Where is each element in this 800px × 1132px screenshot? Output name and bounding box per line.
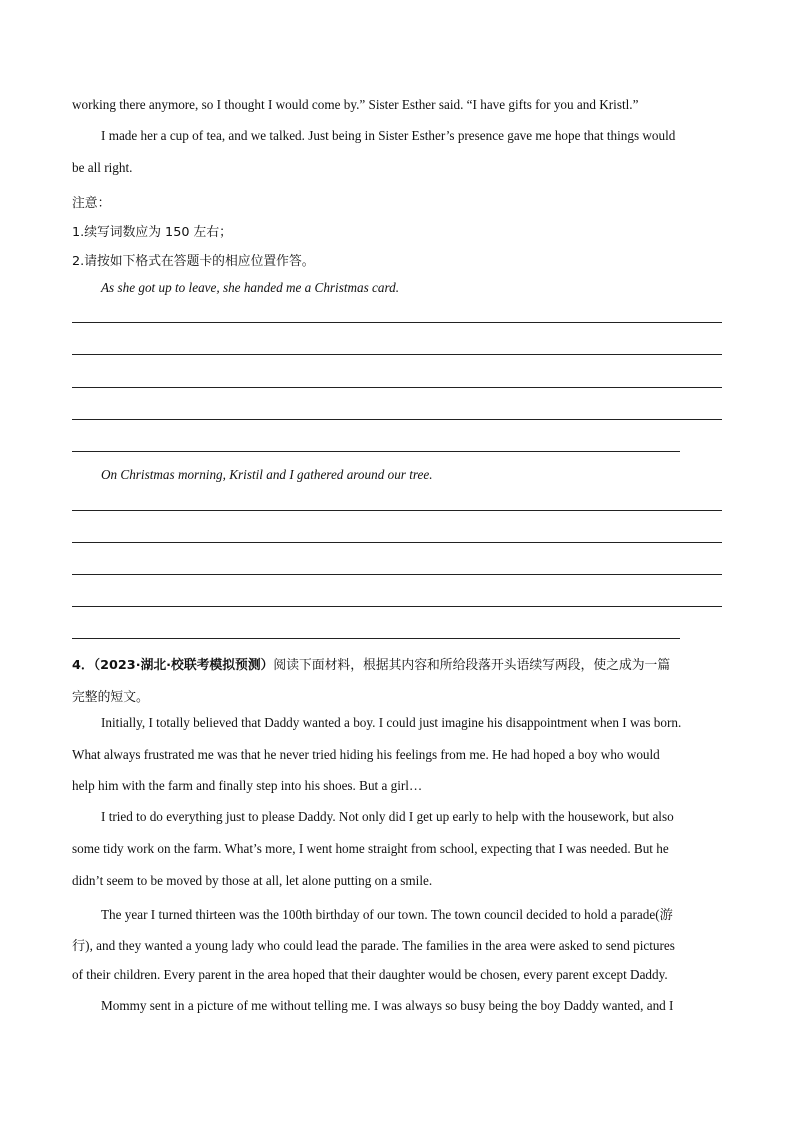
answer-line <box>72 542 722 543</box>
notes-heading: 注意： <box>72 196 111 211</box>
answer-line <box>72 638 680 639</box>
answer-line <box>72 574 722 575</box>
answer-line <box>72 322 722 323</box>
story-paragraph-line: I made her a cup of tea, and we talked. Just being in Sister Esther’s presence gave me hope that things would <box>101 128 676 143</box>
notes-item-word-count: 1.续写词数应为 150 左右； <box>72 225 232 240</box>
answer-line <box>72 419 722 420</box>
notes-item-format: 2.请按如下格式在答题卡的相应位置作答。 <box>72 254 315 269</box>
answer-line <box>72 451 680 452</box>
passage-line: I tried to do everything just to please Daddy. Not only did I get up early to help with the housework, but also <box>101 809 674 824</box>
passage-line: didn’t seem to be moved by those at all, let alone putting on a smile. <box>72 873 433 888</box>
question-source: （2023·湖北·校联考模拟预测） <box>93 658 274 673</box>
answer-line <box>72 354 722 355</box>
passage-line: some tidy work on the farm. What’s more, I went home straight from school, expecting that I was needed. But he <box>72 841 669 856</box>
question-number: 4． <box>72 658 94 673</box>
story-paragraph-tail: working there anymore, so I thought I would come by.” Sister Esther said. “I have gifts for you and Kristl.” <box>72 97 639 112</box>
question-instruction: 阅读下面材料，根据其内容和所给段落开头语续写两段，使之成为一篇 <box>273 658 671 673</box>
passage-line: The year I turned thirteen was the 100th birthday of our town. The town council decided to hold a parade(游 <box>101 907 673 922</box>
answer-line <box>72 387 722 388</box>
question-instruction-cont: 完整的短文。 <box>72 690 149 705</box>
question-4-header <box>72 654 732 673</box>
passage-line: of their children. Every parent in the area hoped that their daughter would be chosen, every parent except Daddy. <box>72 967 668 982</box>
passage-line: 行), and they wanted a young lady who could lead the parade. The families in the area were asked to send pictures <box>72 938 675 953</box>
passage-line: Mommy sent in a picture of me without telling me. I was always so busy being the boy Daddy wanted, and I <box>101 998 674 1013</box>
passage-line: help him with the farm and finally step into his shoes. But a girl… <box>72 778 423 793</box>
answer-line <box>72 510 722 511</box>
passage-line: Initially, I totally believed that Daddy wanted a boy. I could just imagine his disappointment when I was born. <box>101 715 682 730</box>
continuation-prompt-first: As she got up to leave, she handed me a Christmas card. <box>101 280 400 295</box>
story-paragraph-line: be all right. <box>72 160 133 175</box>
passage-line: What always frustrated me was that he never tried hiding his feelings from me. He had hoped a boy who would <box>72 747 660 762</box>
continuation-prompt-second: On Christmas morning, Kristil and I gathered around our tree. <box>101 467 433 482</box>
answer-line <box>72 606 722 607</box>
